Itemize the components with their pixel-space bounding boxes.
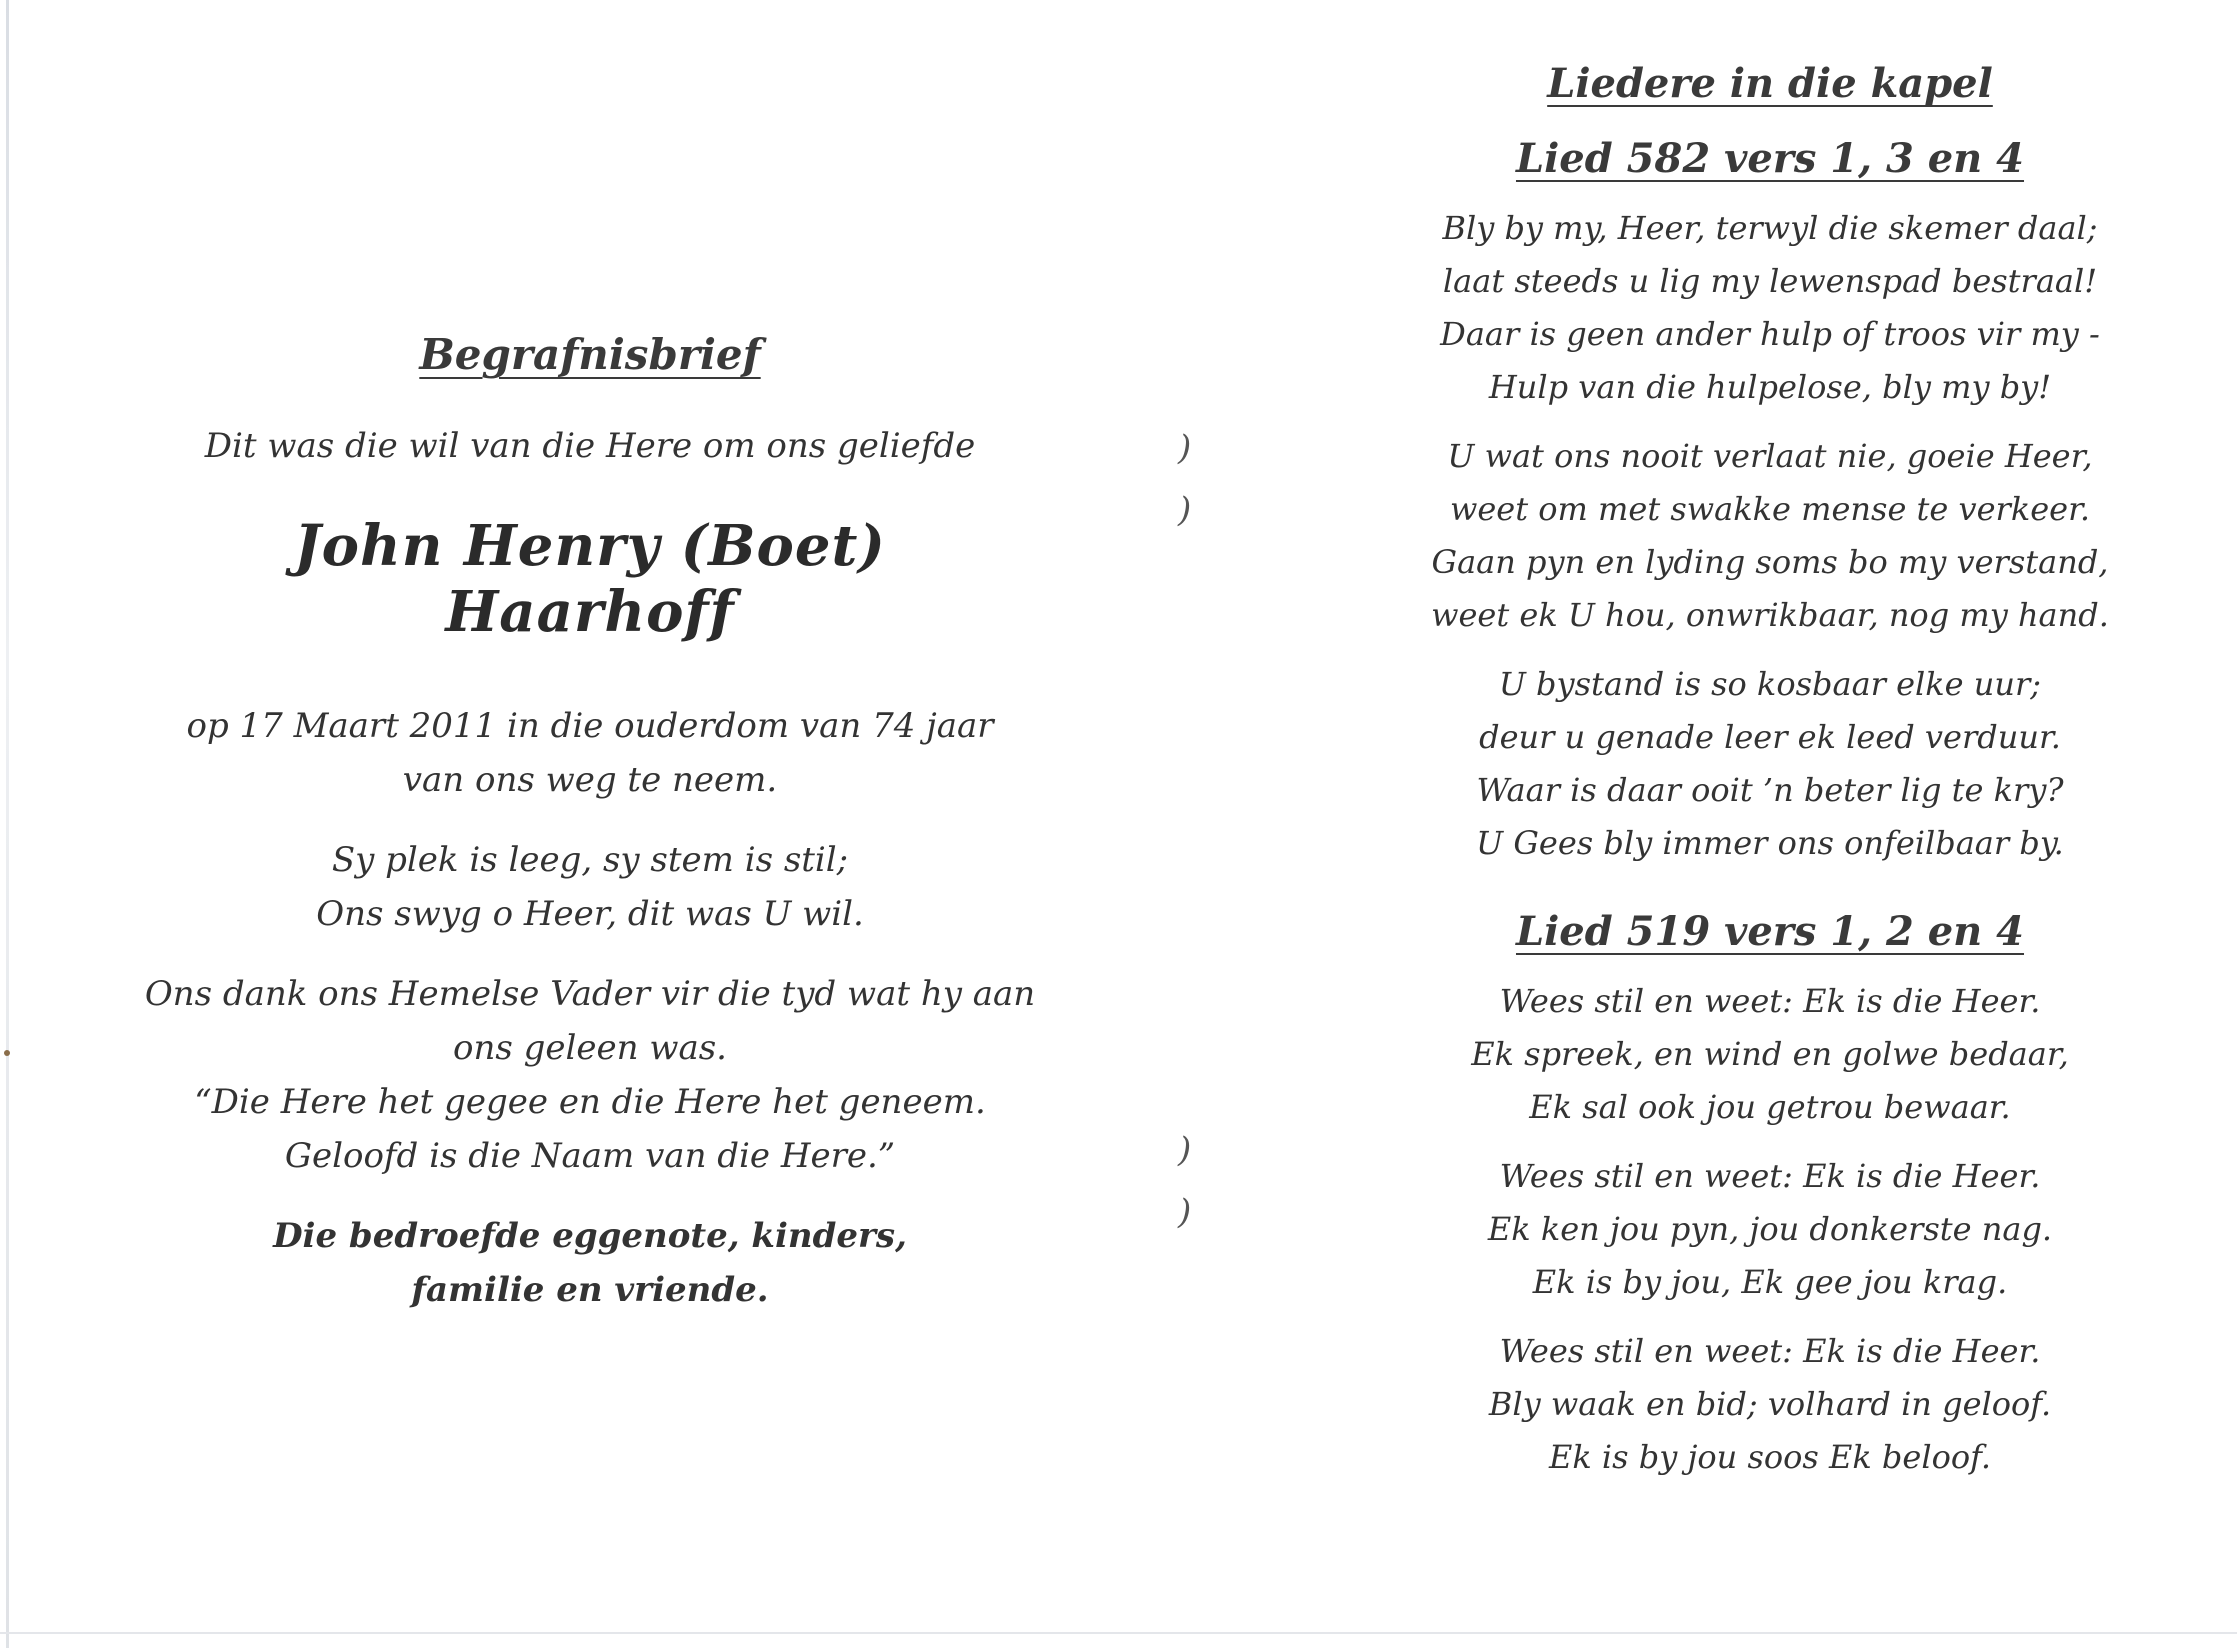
thanks-line: ons geleen was. — [453, 1028, 727, 1068]
verse-line: Ek ken jou pyn, jou donkerste nag. — [1487, 1210, 2053, 1248]
page-edge-left — [6, 0, 9, 1648]
verse-line: U wat ons nooit verlaat nie, goeie Heer, — [1447, 437, 2093, 475]
signoff — [140, 1209, 1040, 1317]
thanks-line: Ons dank ons Hemelse Vader vir die tyd wat hy aan — [144, 974, 1036, 1014]
rhyme-line: Ons swyg o Heer, dit was U wil. — [316, 894, 864, 934]
rhyme-stanza — [140, 833, 1040, 941]
verse-line: Ek spreek, en wind en golwe bedaar, — [1471, 1035, 2069, 1073]
verse-line: Wees stil en weet: Ek is die Heer. — [1499, 982, 2041, 1020]
verse-line: Hulp van die hulpelose, bly my by! — [1488, 368, 2052, 406]
letter-intro: Dit was die wil van die Here om ons geliefde — [204, 426, 976, 466]
verse-line: Ek is by jou, Ek gee jou krag. — [1532, 1263, 2008, 1301]
verse-line: deur u genade leer ek leed verduur. — [1479, 718, 2061, 756]
funeral-letter-panel — [140, 330, 1040, 1343]
verse-line: Gaan pyn en lyding soms bo my verstand, — [1431, 543, 2109, 581]
verse-line: Wees stil en weet: Ek is die Heer. — [1499, 1157, 2041, 1195]
signoff-line: familie en vriende. — [411, 1270, 769, 1310]
verse-line: weet ek U hou, onwrikbaar, nog my hand. — [1431, 596, 2109, 634]
signoff-line: Die bedroefde eggenote, kinders, — [273, 1216, 907, 1256]
songs-panel — [1410, 60, 2130, 1500]
hymn-verse — [1410, 202, 2130, 414]
spine-mark: ) — [1178, 428, 1192, 468]
rhyme-line: Sy plek is leeg, sy stem is stil; — [331, 840, 849, 880]
spine-mark: ) — [1178, 1192, 1192, 1232]
verse-line: Wees stil en weet: Ek is die Heer. — [1499, 1332, 2041, 1370]
date-line: op 17 Maart 2011 in die ouderdom van 74 jaar — [186, 706, 994, 746]
verse-line: Waar is daar ooit ’n beter lig te kry? — [1476, 771, 2064, 809]
letter-title: Begrafnisbrief — [419, 330, 761, 379]
verse-line: Bly waak en bid; volhard in geloof. — [1488, 1385, 2052, 1423]
thanks-line: Geloofd is die Naam van die Here.” — [284, 1136, 896, 1176]
verse-line: U bystand is so kosbaar elke uur; — [1498, 665, 2042, 703]
hymn-verse — [1410, 430, 2130, 642]
verse-line: U Gees bly immer ons onfeilbaar by. — [1476, 824, 2064, 862]
edge-mark — [4, 1050, 10, 1056]
spine-mark: ) — [1178, 1130, 1192, 1170]
spine-mark: ) — [1178, 490, 1192, 530]
thanks-stanza — [140, 967, 1040, 1183]
hymn-verse — [1410, 975, 2130, 1134]
verse-line: Ek sal ook jou getrou bewaar. — [1529, 1088, 2011, 1126]
date-stanza — [140, 699, 1040, 807]
verse-line: Daar is geen ander hulp of troos vir my - — [1440, 315, 2100, 353]
verse-line: Bly by my, Heer, terwyl die skemer daal; — [1442, 209, 2098, 247]
hymn-verse — [1410, 1150, 2130, 1309]
verse-line: Ek is by jou soos Ek beloof. — [1549, 1438, 1991, 1476]
hymn-title: Lied 519 vers 1, 2 en 4 — [1515, 908, 2025, 955]
verse-line: weet om met swakke mense te verkeer. — [1449, 490, 2091, 528]
songs-heading: Liedere in die kapel — [1547, 60, 1993, 107]
date-line: van ons weg te neem. — [402, 760, 778, 800]
verse-line: laat steeds u lig my lewenspad bestraal! — [1442, 262, 2098, 300]
hymn-title: Lied 582 vers 1, 3 en 4 — [1515, 135, 2025, 182]
thanks-line: “Die Here het gegee en die Here het geneem. — [194, 1082, 986, 1122]
hymn-verse — [1410, 658, 2130, 870]
page-edge-bottom — [0, 1632, 2237, 1634]
hymn-verse — [1410, 1325, 2130, 1484]
deceased-name: John Henry (Boet) Haarhoff — [294, 513, 886, 645]
